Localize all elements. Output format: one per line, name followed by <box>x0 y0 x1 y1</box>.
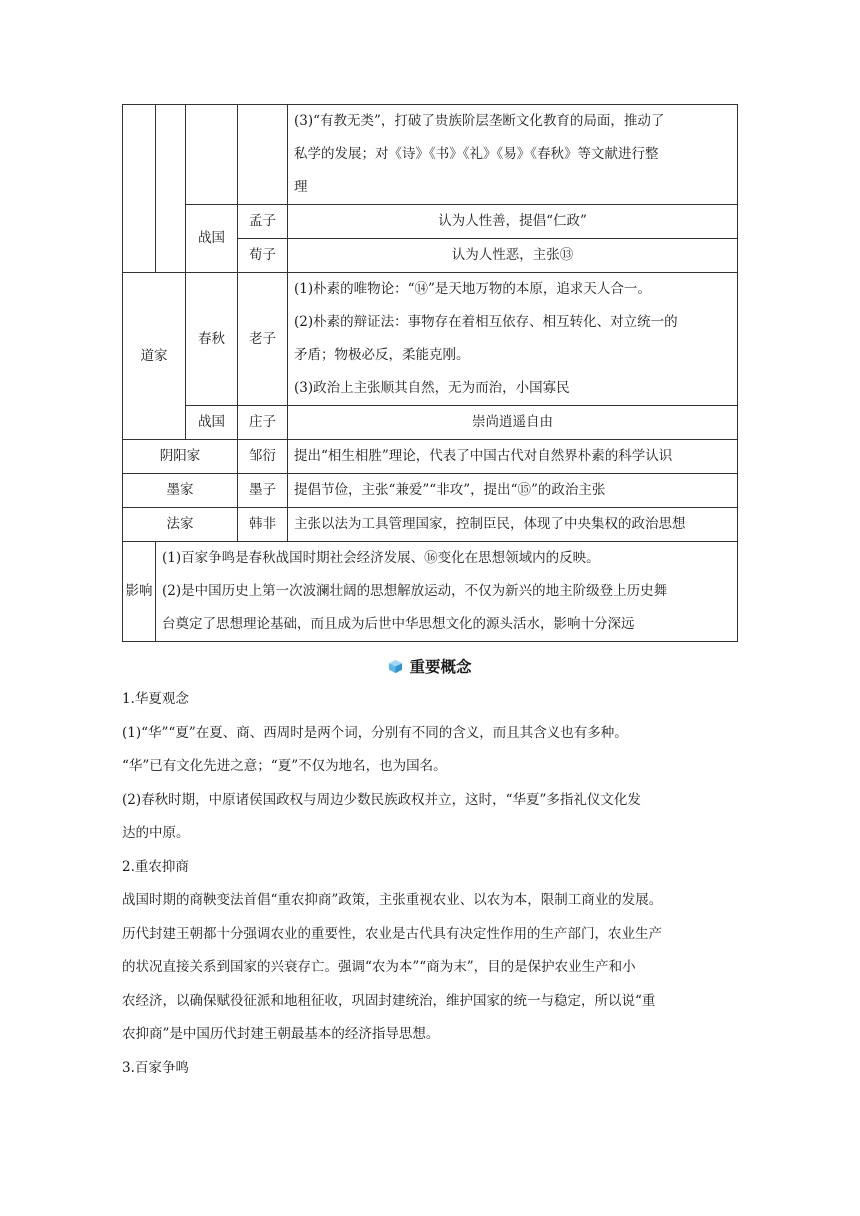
paragraph-line: (1)“华”“夏”在夏、商、西周时是两个词，分别有不同的含义，而且其含义也有多种。 <box>122 724 628 741</box>
influence-label: 影响 <box>123 542 156 642</box>
paragraph-line: 农经济，以确保赋役征派和地租征收，巩固封建统治，维护国家的统一与稳定，所以说“重 <box>122 992 656 1009</box>
paragraph-line: (2)春秋时期，中原诸侯国政权与周边少数民族政权并立，这时，“华夏”多指礼仪文化发 <box>122 791 641 808</box>
xunzi-idea: 认为人性恶，主张⑬ <box>288 239 738 273</box>
paragraph-line: “华”已有文化先进之意；“夏”不仅为地名，也为国名。 <box>122 758 447 774</box>
confucian-school-cell <box>156 105 186 273</box>
confucian-period-cell <box>186 105 238 205</box>
section-heading <box>0 655 860 677</box>
mozi-name: 墨子 <box>238 474 288 508</box>
laozi-ideas: (1)朴素的唯物论：“⑭”是天地万物的本原，追求天人合一。 (2)朴素的辩证法：事物存在着相互依存、相互转化、对立统一的 矛盾；物极必反，柔能克刚。 (3)政治上主张顺其自然，无为而治，小国寡民 <box>288 273 738 406</box>
hanfei-idea: 主张以法为工具管理国家，控制臣民，体现了中央集权的政治思想 <box>288 508 738 542</box>
laozi-name: 老子 <box>238 273 288 406</box>
confucius-cell <box>238 105 288 205</box>
confucius-idea-cell: (3)“有教无类”，打破了贵族阶层垄断文化教育的局面，推动了 私学的发展；对《诗》《书》《礼》《易》《春秋》等文献进行整 理 <box>288 105 738 205</box>
zhuangzi-idea: 崇尚逍遥自由 <box>288 406 738 440</box>
hundred-schools-table <box>122 104 738 642</box>
mengzi-idea: 认为人性善，提倡“仁政” <box>288 205 738 239</box>
concept-heading-huaxia: 1.华夏观念 <box>122 691 189 707</box>
zhuangzi-name: 庄子 <box>238 406 288 440</box>
xunzi-name: 荀子 <box>238 239 288 273</box>
concepts-body <box>122 683 737 1085</box>
paragraph-line: 的状况直接关系到国家的兴衰存亡。强调“农为本”“商为末”，目的是保护农业生产和小 <box>122 959 636 975</box>
daoism-school: 道家 <box>123 273 186 440</box>
hanfei-name: 韩非 <box>238 508 288 542</box>
zouyan-name: 邹衍 <box>238 440 288 474</box>
paragraph-line: 农抑商”是中国历代封建王朝最基本的经济指导思想。 <box>122 1026 440 1042</box>
confucian-outer-cell <box>123 105 156 273</box>
section-title-text: 重要概念 <box>409 658 472 676</box>
yinyang-school: 阴阳家 <box>123 440 238 474</box>
warring-states-period: 战国 <box>186 205 238 273</box>
mozi-idea: 提倡节俭，主张“兼爱”“非攻”，提出“⑮”的政治主张 <box>288 474 738 508</box>
zouyan-idea: 提出“相生相胜”理论，代表了中国古代对自然界朴素的科学认识 <box>288 440 738 474</box>
paragraph-line: 历代封建王朝都十分强调农业的重要性，农业是古代具有决定性作用的生产部门，农业生产 <box>122 925 662 942</box>
paragraph-line: 达的中原。 <box>122 825 190 841</box>
mengzi-name: 孟子 <box>238 205 288 239</box>
concept-heading-agriculture: 2.重农抑商 <box>122 858 189 875</box>
legalism-school: 法家 <box>123 508 238 542</box>
mohism-school: 墨家 <box>123 474 238 508</box>
cube-icon <box>388 659 403 674</box>
concept-heading-hundred-schools: 3.百家争鸣 <box>122 1059 189 1076</box>
daoism-period-spring-autumn: 春秋 <box>186 273 238 406</box>
daoism-period-warring-states: 战国 <box>186 406 238 440</box>
influence-content: (1)百家争鸣是春秋战国时期社会经济发展、⑯变化在思想领域内的反映。 (2)是中国历史上第一次波澜壮阔的思想解放运动，不仅为新兴的地主阶级登上历史舞 台奠定了思想理论基础，而且成为后世中华思想文化的源头活水，影响十分深远 <box>156 542 738 642</box>
paragraph-line: 战国时期的商鞅变法首倡“重农抑商”政策，主张重视农业、以农为本，限制工商业的发展。 <box>122 892 663 908</box>
